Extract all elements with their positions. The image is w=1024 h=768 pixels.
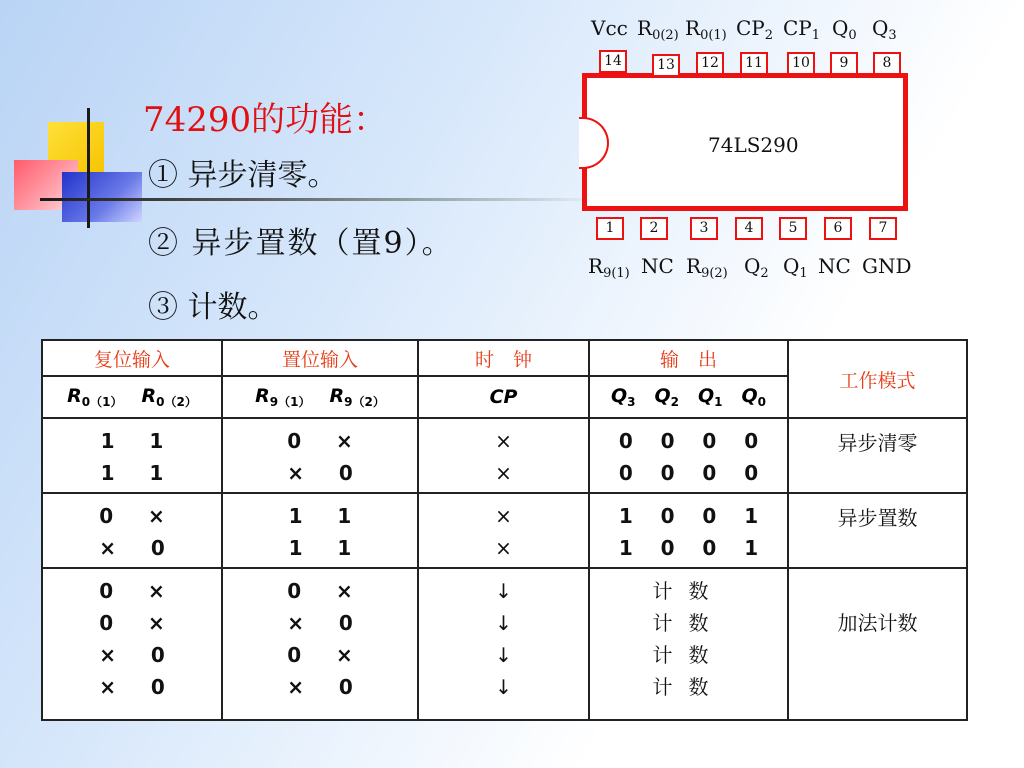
cell-output [589,493,788,568]
function-item-preset: ② 异步置数（置9）。 [148,226,454,261]
cell-set-line: 0 × [287,579,353,603]
pin-1-label: $R_{9(1)}$ [588,254,630,281]
pin-9-label: $Q_0$ [832,16,857,43]
pin-7-box: 7 [869,217,897,240]
cell-reset-line: 0 × [99,504,165,528]
pin-3-label: $R_{9(2)}$ [686,254,728,281]
cell-reset [42,568,222,720]
cell-reset-line: 1 1 [100,429,164,453]
cell-clock-line: ↓ [495,579,512,603]
signal-q-0: $Q_0$ [741,385,767,409]
decor-horizontal-line [40,198,600,201]
mode-label: 异步清零 [837,431,918,455]
pin-5-box: 5 [779,217,807,240]
header-clock: 时 钟 [418,340,589,376]
pin-7-label: GND [862,254,912,278]
cell-reset-line: × 0 [99,675,165,699]
cell-output-line: 0 0 0 0 [618,461,759,485]
cell-clock-line: × [495,429,512,453]
header-set-input: 置位输入 [222,340,418,376]
table-row [42,493,967,568]
pin-12-label: $R_{0(1)}$ [685,16,727,43]
header-reset-input: 复位输入 [42,340,222,376]
cell-clock-line: ↓ [495,611,512,635]
signal-r-01: $R_{0(1)}$ [67,384,123,409]
cell-output-line: 计数 [652,675,725,699]
header-output-signals [589,376,788,418]
function-table [41,339,968,721]
pin-2-box: 2 [640,217,668,240]
pin-4-label: $Q_2$ [744,254,769,281]
cell-set [222,418,418,493]
cell-output [589,568,788,720]
pin-13-label: $R_{0(2)}$ [637,16,679,43]
cell-mode [788,418,967,493]
pin-12-box: 12 [696,52,724,75]
cell-output-line: 计数 [652,579,725,603]
cell-clock [418,493,589,568]
pin-13-box: 13 [652,54,680,77]
pin-5-label: $Q_1$ [783,254,808,281]
signal-r-91: $R_{9(1)}$ [255,384,311,409]
pin-10-label: $CP_1$ [783,16,821,43]
pin-9-box: 9 [830,52,858,75]
signal-r-92: $R_{9(2)}$ [329,384,385,409]
pin-10-box: 10 [787,52,815,75]
cell-output-line: 0 0 0 0 [618,429,759,453]
cell-set-line: 1 1 [288,536,352,560]
cell-clock [418,418,589,493]
table-row [42,568,967,720]
cell-mode [788,568,967,720]
cell-reset-line: × 0 [99,536,165,560]
signal-q-2: $Q_2$ [654,385,679,409]
function-item-clear: ① 异步清零。 [148,158,338,193]
cell-reset [42,418,222,493]
header-clock-signal: CP [418,376,589,418]
cell-set-line: 1 1 [288,504,352,528]
cell-output-line: 1 0 0 1 [618,504,759,528]
pin-14-label: Vcc [591,16,628,40]
pin-11-box: 11 [740,52,768,75]
cell-reset-line: 0 × [99,611,165,635]
cell-set [222,493,418,568]
mode-label: 异步置数 [837,506,918,530]
pin-8-label: $Q_3$ [872,16,897,43]
cell-output-line: 计数 [652,643,725,667]
chip-label: 74LS290 [708,133,799,157]
function-item-count: ③ 计数。 [148,290,278,325]
cell-reset-line: 1 1 [100,461,164,485]
cell-clock-line: × [495,461,512,485]
pin-11-label: $CP_2$ [736,16,774,43]
header-reset-signals [42,376,222,418]
cell-output [589,418,788,493]
pin-14-box: 14 [599,50,627,73]
cell-reset-line: 0 × [99,579,165,603]
pin-6-label: NC [818,254,851,278]
cell-reset-line: × 0 [99,643,165,667]
cell-clock [418,568,589,720]
cell-set [222,568,418,720]
pin-3-box: 3 [690,217,718,240]
cell-clock-line: ↓ [495,643,512,667]
cell-mode [788,493,967,568]
cell-clock-line: × [495,536,512,560]
cell-set-line: × 0 [287,461,353,485]
decor-blue-square [62,172,142,222]
header-mode: 工作模式 [788,340,967,418]
cell-output-line: 计数 [652,611,725,635]
pin-1-box: 1 [596,217,624,240]
header-set-signals [222,376,418,418]
pin-8-box: 8 [873,52,901,75]
cell-output-line: 1 0 0 1 [618,536,759,560]
signal-q-3: $Q_3$ [610,385,636,409]
cell-set-line: × 0 [287,675,353,699]
decor-vertical-line [87,108,90,228]
pin-2-label: NC [641,254,674,278]
cell-set-line: 0 × [287,643,353,667]
slide-title: 74290的功能： [143,100,388,140]
pin-6-box: 6 [824,217,852,240]
table-row [42,418,967,493]
signal-r-02: $R_{0(2)}$ [141,384,197,409]
cell-clock-line: ↓ [495,675,512,699]
mode-label: 加法计数 [837,611,918,635]
pin-4-box: 4 [735,217,763,240]
cell-set-line: × 0 [287,611,353,635]
cell-set-line: 0 × [287,429,353,453]
cell-reset [42,493,222,568]
cell-clock-line: × [495,504,512,528]
table-group-header-row [42,340,967,376]
signal-q-1: $Q_1$ [698,385,723,409]
header-output: 输 出 [589,340,788,376]
